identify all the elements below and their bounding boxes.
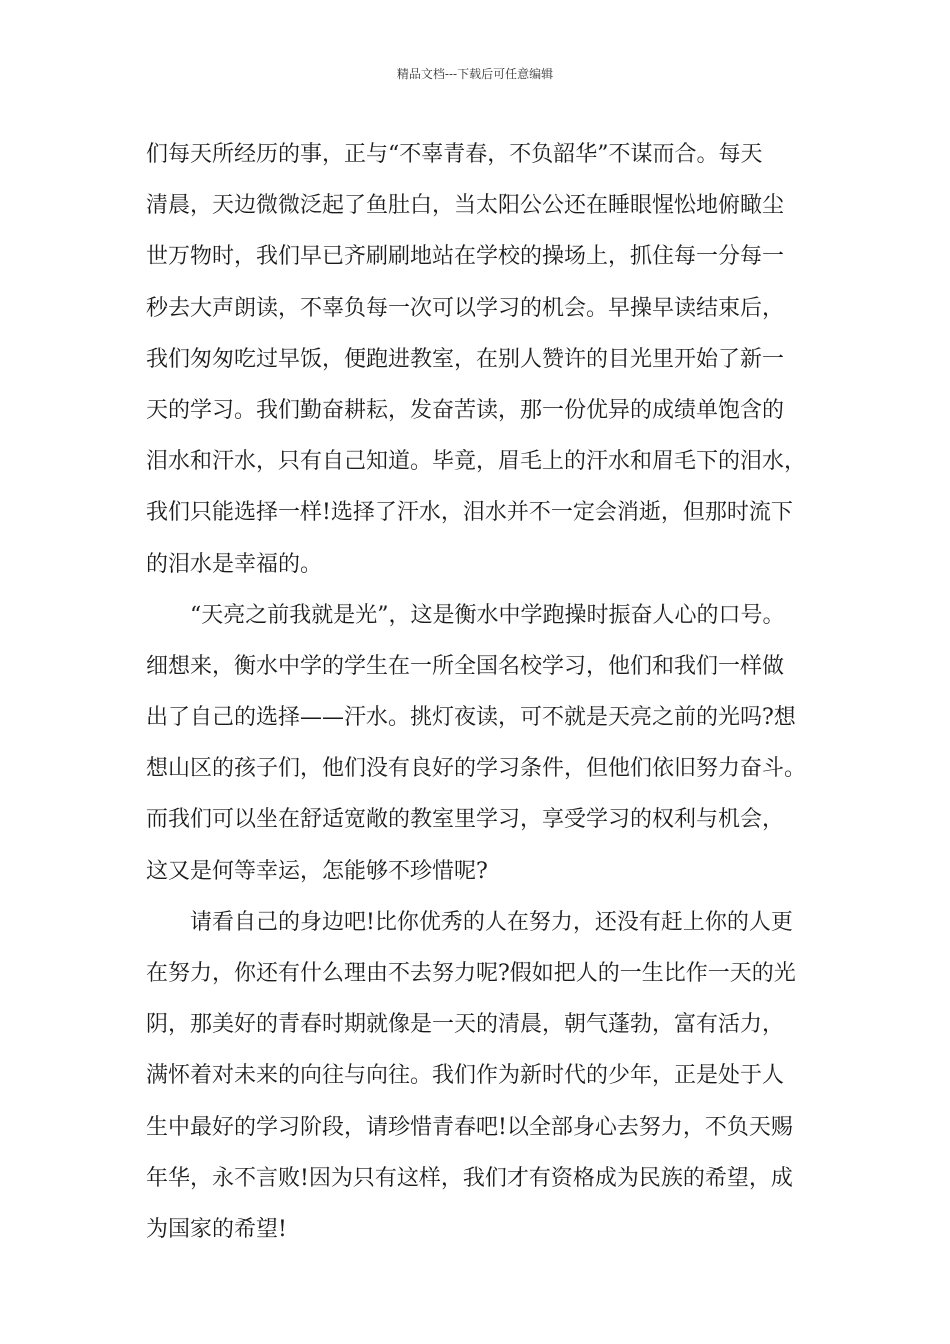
text-line: 请看自己的身边吧!比你优秀的人在努力，还没有赶上你的人更 xyxy=(190,909,793,935)
text-line: 清晨，天边微微泛起了鱼肚白，当太阳公公还在睡眼惺忪地俯瞰尘 xyxy=(146,193,785,219)
text-line: 泪水和汗水，只有自己知道。毕竟，眉毛上的汗水和眉毛下的泪水， xyxy=(146,449,807,475)
text-line: 们每天所经历的事，正与“不辜青春，不负韶华”不谋而合。每天 xyxy=(146,142,763,167)
text-line: 秒去大声朗读，不辜负每一次可以学习的机会。早操早读结束后， xyxy=(146,295,785,321)
text-line: 在努力，你还有什么理由不去努力呢?假如把人的一生比作一天的光 xyxy=(146,961,796,986)
text-line: 为国家的希望! xyxy=(146,1216,287,1242)
text-line: 满怀着对未来的向往与向往。我们作为新时代的少年，正是处于人 xyxy=(146,1063,785,1089)
text-line: 而我们可以坐在舒适宽敞的教室里学习，享受学习的权利与机会， xyxy=(146,807,785,833)
text-line: 的泪水是幸福的。 xyxy=(146,551,323,577)
text-line: 世万物时，我们早已齐刷刷地站在学校的操场上，抓住每一分每一 xyxy=(146,244,785,270)
text-line: 年华，永不言败!因为只有这样，我们才有资格成为民族的希望，成 xyxy=(146,1165,793,1191)
text-line: 我们只能选择一样!选择了汗水，泪水并不一定会消逝，但那时流下 xyxy=(146,500,793,526)
text-line: 出了自己的选择——汗水。挑灯夜读，可不就是天亮之前的光吗?想 xyxy=(146,705,796,731)
text-line: 细想来，衡水中学的学生在一所全国名校学习，他们和我们一样做 xyxy=(146,653,785,679)
document-body xyxy=(146,129,818,1255)
text-line: 生中最好的学习阶段，请珍惜青春吧!以全部身心去努力，不负天赐 xyxy=(146,1114,793,1140)
text-line: 我们匆匆吃过早饭，便跑进教室，在别人赞许的目光里开始了新一 xyxy=(146,346,785,372)
text-line: 这又是何等幸运，怎能够不珍惜呢? xyxy=(146,858,488,884)
text-line: “天亮之前我就是光”，这是衡水中学跑操时振奋人心的口号。 xyxy=(190,602,785,628)
text-line: 想山区的孩子们，他们没有良好的学习条件，但他们依旧努力奋斗。 xyxy=(146,756,807,782)
text-line: 阴，那美好的青春时期就像是一天的清晨，朝气蓬勃，富有活力， xyxy=(146,1012,785,1038)
text-line: 天的学习。我们勤奋耕耘，发奋苦读，那一份优异的成绩单饱含的 xyxy=(146,397,785,423)
page-header: 精品文档---下载后可任意编辑 xyxy=(396,67,554,81)
